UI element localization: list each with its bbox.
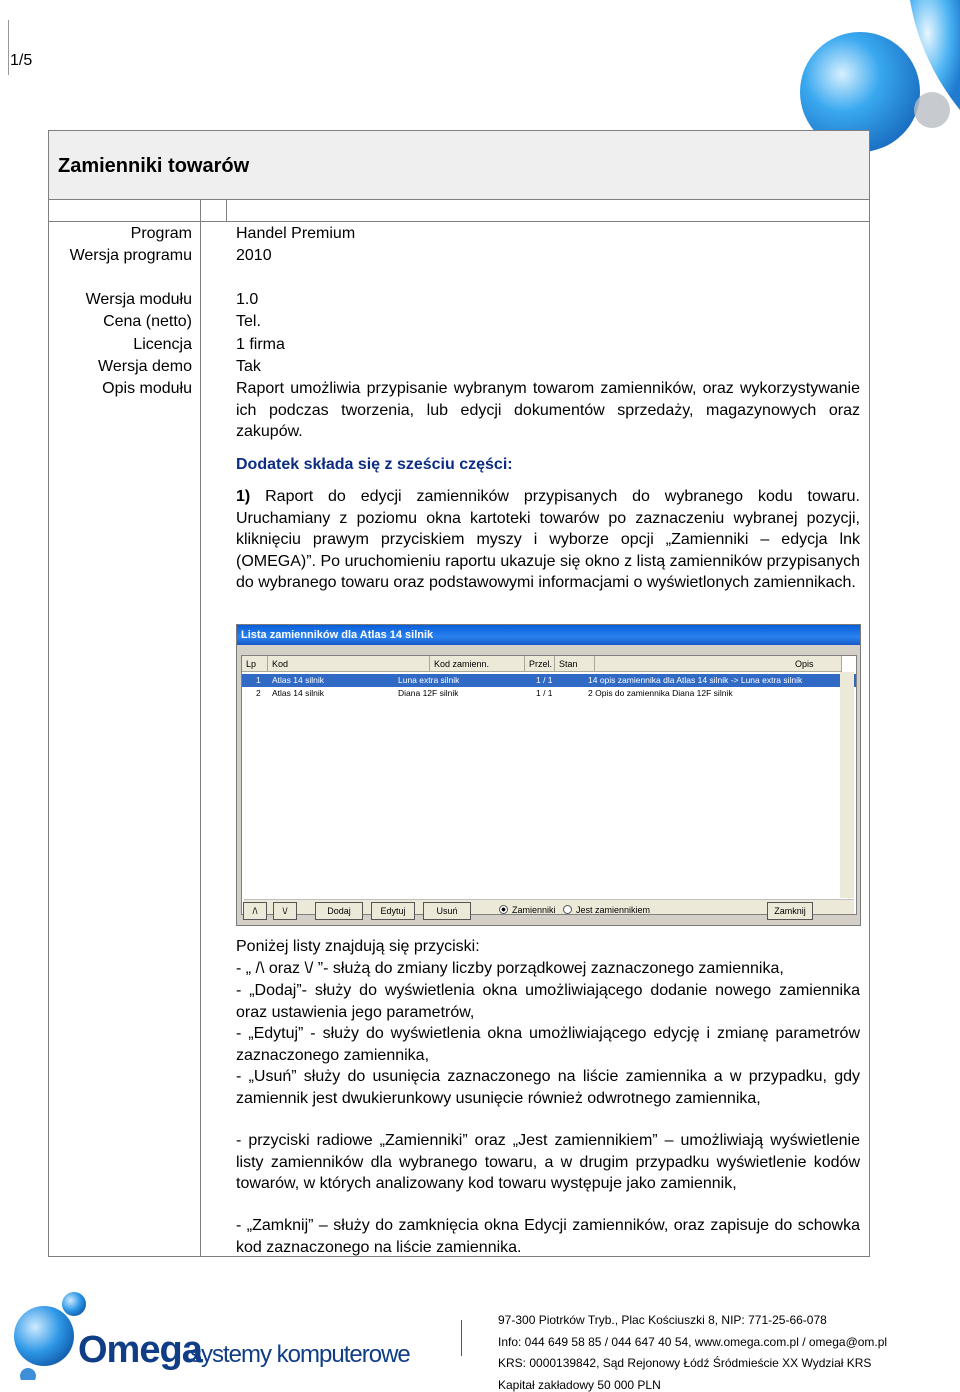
footer-contact: Info: 044 649 58 85 / 044 647 40 54, www.omega.com.pl / omega@om.pl	[498, 1335, 888, 1349]
close-button[interactable]: Zamknij	[767, 902, 813, 920]
move-down-button[interactable]: \/	[273, 902, 297, 920]
table-row[interactable]	[242, 674, 856, 687]
cell-opis: 14 opis zamiennika dla Atlas 14 silnik -> Luna extra silnik	[588, 675, 803, 685]
radio-jest-label: Jest zamiennikiem	[576, 905, 651, 915]
value-licencja: 1 firma	[236, 336, 285, 353]
replacements-dialog-screenshot	[236, 624, 861, 926]
desc-edytuj: - „Edytuj” - służy do wyświetlenia okna umożliwiającego edycję i zmianę parametrów zaznaczonego zamiennika,	[236, 1025, 860, 1064]
cell-lp: 1	[256, 675, 261, 685]
col-header-opis[interactable]: Opis	[595, 656, 842, 672]
part1-description	[236, 486, 860, 594]
cell-kod-zamienn: Diana 12F silnik	[398, 688, 459, 698]
part1-number: 1)	[236, 488, 251, 505]
footer-divider	[461, 1320, 462, 1356]
desc-zamknij: - „Zamknij” – służy do zamknięcia okna Edycji zamienników, oraz zapisuje do schowka kod zaznaczonego na liście zamiennika.	[236, 1217, 860, 1256]
omega-logo	[8, 1290, 448, 1380]
col-header-kod-zamienn[interactable]: Kod zamienn.	[430, 656, 525, 672]
footer-capital: Kapitał zakładowy 50 000 PLN	[498, 1378, 661, 1392]
cell-przel: 1 / 1	[536, 688, 553, 698]
part1-text: Raport do edycji zamienników przypisanych do wybranego kodu towaru. Uruchamiany z poziomu okna kartoteki towarów po zaznaczeniu wybranej pozycji, kliknięciu prawym przyciskiem myszy i wyborze opcji „Zamienniki – edycja lnk (OMEGA)”. Po uruchomieniu raportu ukazuje się okno z listą zamienników przypisanych do wybranego towaru oraz podstawowymi informacjami o wyświetlonych zamiennikach.	[236, 488, 860, 591]
label-licencja: Licencja	[133, 336, 192, 353]
value-wersja-demo: Tak	[236, 358, 261, 375]
value-opis-modulu: Raport umożliwia przypisanie wybranym towarom zamienników, oraz wykorzystywanie ich podczas tworzenia, lub edycji dokumentów sprzedaży, magazynowych oraz zakupów.	[236, 380, 860, 440]
edit-button[interactable]: Edytuj	[371, 902, 415, 920]
logo-main-text: Omega	[78, 1329, 202, 1371]
col-header-kod[interactable]: Kod	[268, 656, 430, 672]
table-row[interactable]	[242, 687, 856, 700]
table-spacer-row	[48, 200, 870, 222]
value-wersja-modulu: 1.0	[236, 291, 259, 308]
radio-selected-icon	[499, 905, 508, 914]
desc-dodaj: - „Dodaj”- służy do wyświetlenia okna umożliwiającego dodanie nowego zamiennika oraz ustawienia jego parametrów,	[236, 982, 860, 1021]
cell-przel: 1 / 1	[536, 675, 553, 685]
col-header-przel[interactable]: Przel.	[525, 656, 555, 672]
dialog-title: Lista zamienników dla Atlas 14 silnik	[237, 625, 860, 645]
value-cena: Tel.	[236, 313, 261, 330]
page-number: 1/5	[10, 52, 33, 69]
logo-sub-text: systemy komputerowe	[190, 1341, 410, 1368]
label-opis-modulu: Opis modułu	[102, 380, 192, 397]
vertical-scrollbar[interactable]	[840, 672, 854, 898]
column-divider	[200, 200, 201, 1257]
radio-zamienniki-label: Zamienniki	[512, 905, 556, 915]
replacements-grid[interactable]	[241, 655, 857, 915]
radio-unselected-icon	[563, 905, 572, 914]
radio-zamienniki[interactable]	[499, 903, 556, 917]
label-wersja-programu: Wersja programu	[69, 247, 192, 264]
desc-usun: - „Usuń” służy do usunięcia zaznaczonego na liście zamiennika a w przypadku, gdy zamiennik jest dwukierunkowy usunięcie również odwrotnego zamiennika,	[236, 1068, 860, 1107]
label-wersja-modulu: Wersja modułu	[85, 291, 192, 308]
column-divider-small	[226, 200, 227, 222]
value-wersja-programu: 2010	[236, 247, 272, 264]
move-up-button[interactable]: /\	[243, 902, 267, 920]
cell-kod: Atlas 14 silnik	[272, 688, 324, 698]
desc-arrows: - „ /\ oraz \/ ”- służą do zmiany liczby porządkowej zaznaczonego zamiennika,	[236, 960, 784, 977]
value-program: Handel Premium	[236, 225, 356, 242]
desc-radio: - przyciski radiowe „Zamienniki” oraz „Jest zamiennikiem” – umożliwiają wyświetlenie listy zamienników dla wybranego towaru, a w drugim przypadku wyświetlenie kodów towarów, w których analizowany kod towaru występuje jako zamiennik,	[236, 1132, 860, 1192]
delete-button[interactable]: Usuń	[423, 902, 471, 920]
section-heading: Dodatek składa się z sześciu części:	[236, 456, 513, 473]
cell-kod-zamienn: Luna extra silnik	[398, 675, 460, 685]
label-program: Program	[130, 225, 192, 242]
footer-krs: KRS: 0000139842, Sąd Rejonowy Łódź Śródmieście XX Wydział KRS	[498, 1356, 872, 1370]
radio-jest-zamiennikiem[interactable]	[563, 903, 650, 917]
cell-opis: 2 Opis do zamiennika Diana 12F silnik	[588, 688, 733, 698]
col-header-lp[interactable]: Lp	[242, 656, 268, 672]
cell-kod: Atlas 14 silnik	[272, 675, 324, 685]
header-rule	[8, 20, 9, 75]
page-title: Zamienniki towarów	[58, 155, 250, 177]
cell-lp: 2	[256, 688, 261, 698]
footer-address: 97-300 Piotrków Tryb., Plac Kościuszki 8, NIP: 771-25-66-078	[498, 1313, 827, 1327]
label-cena: Cena (netto)	[103, 313, 192, 330]
add-button[interactable]: Dodaj	[315, 902, 363, 920]
col-header-stan-hand[interactable]: Stan	[555, 656, 595, 672]
buttons-intro: Poniżej listy znajdują się przyciski:	[236, 938, 480, 955]
label-wersja-demo: Wersja demo	[98, 358, 192, 375]
